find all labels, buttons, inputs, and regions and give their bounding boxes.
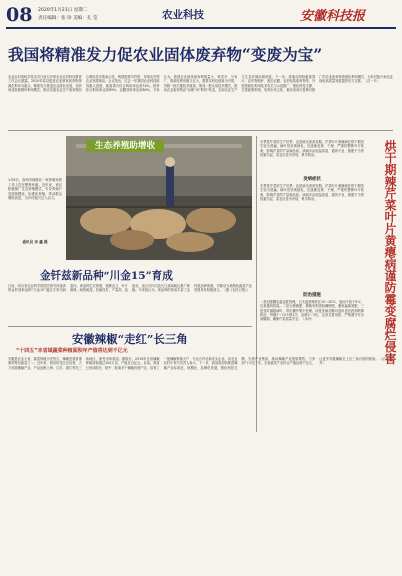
sidebar-intro: 冬季是芹菜的生产旺季，也是病虫害高发期。芹菜叶片黄瘪病在烘干期发生较为普遍，病叶初呈黄绿色，后逐渐变黄、干瘪，严重时整株叶片枯黄，影响芹菜的产量和品质。该病多由低温高湿、通风不良、施肥不当等因素引起，菜农应及早识别，科学防治。	[260, 140, 364, 157]
sidebar-subhead-symptoms: 发病症状	[303, 177, 321, 182]
livestock-photo	[66, 136, 252, 260]
photo-banner: 生态养殖助增收	[86, 140, 164, 152]
article-3-subheadline: “十四五”末省域蔬菜种植面积年产值将达到千亿元	[16, 348, 128, 354]
article-3-headline: 安徽辣椒“走红”长三角	[72, 332, 188, 346]
section-divider	[8, 130, 393, 131]
issue-date: 2020年1月21日 星期二	[38, 8, 88, 13]
sidebar-symptoms-body: 冬季是芹菜的生产旺季，也是病虫害高发期。芹菜叶片黄瘪病在烘干期发生较为普遍，病叶初呈黄绿色，后逐渐变黄、干瘪，严重时整株叶片枯黄，影响芹菜的产量和品质。该病多由低温高湿、通风不良、施肥不当等因素引起，菜农应及早识别，科学防治。	[260, 184, 364, 201]
lead-headline: 我国将精准发力促农业固体废弃物“变废为宝”	[8, 45, 323, 64]
sidebar-control-body: 一是加强棚室温湿度管理，白天温度保持在15～20℃，夜间不低于5℃，注意通风排湿。二是合理施肥，增施有机肥和磷钾肥，避免偏施氮肥。三是及时摘除病叶，带出棚外集中处理。四是发病初期可选用适宜药剂喷雾防治，每隔7～10天喷1次，连喷2～3次，注意交替用药，严格遵守安全间隔期，确保芹菜质量安全。（本刊）	[260, 300, 364, 322]
lead-article-body: 农业农村部科学技术司日前召开的农业农村科技教育工作会议透露，2020年将以促进农业固体废弃物资源化利用为重点，精准发力推进农业绿色发展，加快形成资源循环利用模式，推动实施农业生产废弃物综合利用技术集成示范，构建资源节约型、环境友好型农业发展格局。会议指出，过去一年我国农业科技取得重大进展，畜禽粪污综合利用率达到74%，秸秆综合利用率达到85%，农膜回收率达到80%。专家认为，我国农业固体废弃物数量大、种类多、分布广，资源化利用潜力巨大，需要以科技创新为引领，突破一批关键技术瓶颈，集成一批实用技术模式，推动农业废弃物由“治理”向“利用”转变，实现农业生产与生态环境协调发展。下一步，将重点围绕畜禽粪污、农作物秸秆、废旧农膜、农药包装废弃物等，开展资源化利用技术攻关与示范推广，强化科技支撑，完善政策机制，培育市场主体，推动形成可复制可推广的农业废弃物资源化利用模式，为乡村振兴和农业绿色高质量发展提供有力支撑。（吉一平）	[8, 75, 393, 92]
page-number: 08	[6, 4, 33, 26]
section-title: 农业科技	[162, 9, 204, 21]
newspaper-logo: 安徽科技报	[300, 9, 366, 24]
photo-caption: 1月8日，宿州市埇桥区一家养殖场的工作人员在喂养家畜。近年来，该区积极推广生态养殖模式，引导养殖户发展规模化、标准化养殖，带动群众增收致富，为乡村振兴注入活力。	[8, 178, 62, 200]
article-divider	[8, 326, 252, 327]
header-rule	[6, 27, 396, 29]
editor-credit: 责任编辑：张 珍 美编：孔 莹	[38, 16, 98, 21]
sidebar-vertical-title: 烘干期辣芹菜叶片黄瘪病谨防霉变腐烂侵害	[383, 140, 397, 365]
photo-credit: 通讯员 李 鑫 摄	[22, 240, 48, 244]
article-3-body: 安徽是农业大省，蔬菜种植历史悠久，辣椒是我省重要的特色蔬菜之一。近年来，我省依托区位优势，大力发展辣椒产业，产品远销上海、江苏、浙江等长三角地区，深受市场欢迎。据统计，2019年全省辣椒种植面积超过100万亩，产值近百亿元。目前，我省已形成皖北、皖中、皖南多个辣椒优势产区，培育了一批辣椒种植大户、专业合作社和龙头企业。省农业农村厅有关负责人表示，下一步，我省将加快推进辣椒产业标准化、规模化、品牌化发展，强化科技支撑，完善产业链条，推动辣椒产业提质增效，力争到“十四五”末，全省蔬菜产业综合产值达到千亿元，让更多安徽辣椒走上长三角百姓的餐桌。（记者 王 芳）	[8, 357, 393, 370]
article-2-body: 日前，四川省农业科学院园艺研究所选育的金钎兹新品种“川金15”通过专家田间鉴评。该品种生长势强，植株直立，叶片深绿，耐热耐湿，抗病性好，产量高、品质优，适合在四川及长江流域地区推广种植。专家组认为，该品种的育成丰富了金钎兹品种资源，对推动当地特色蔬菜产业发展具有积极意义。（据《农民日报》）	[8, 284, 252, 293]
article-2-headline: 金钎兹新品种“川金15”育成	[40, 270, 173, 282]
sidebar-subhead-control: 防治措施	[303, 293, 321, 298]
